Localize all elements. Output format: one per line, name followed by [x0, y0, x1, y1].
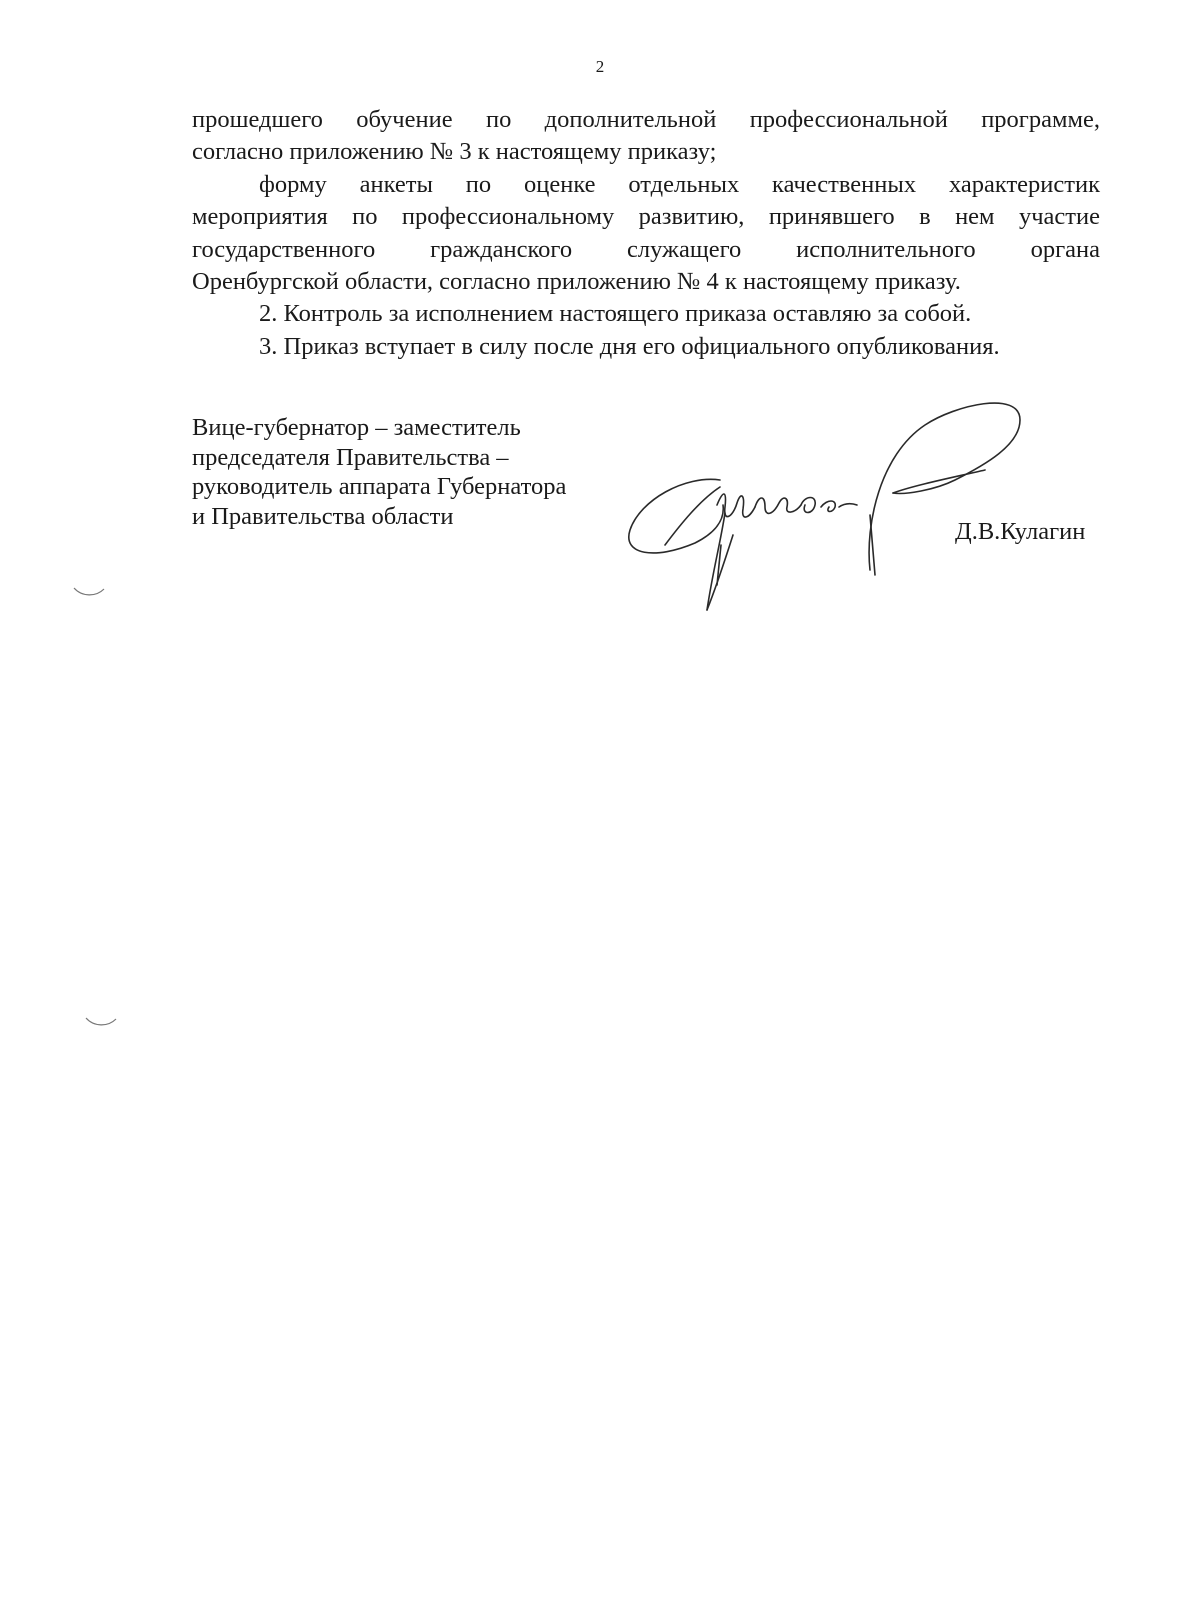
position-line: и Правительства области — [192, 502, 454, 530]
paragraph-line: мероприятия по профессиональному развитию, принявшего в нем участие — [192, 203, 1100, 231]
page-number: 2 — [595, 57, 605, 76]
position-line: председателя Правительства – — [192, 443, 509, 471]
position-line: руководитель аппарата Губернатора — [192, 473, 567, 500]
paragraph-line: 3. Приказ вступает в силу после дня его официального опубликования. — [259, 332, 1000, 360]
handwritten-signature-icon — [625, 395, 1045, 625]
document-body — [192, 104, 1100, 363]
paragraph-line: прошедшего обучение по дополнительной профессиональной программе, — [192, 106, 1100, 133]
paragraph-line: согласно приложению № 3 к настоящему приказу; — [192, 138, 717, 166]
paragraph-line: Оренбургской области, согласно приложению № 4 к настоящему приказу. — [192, 268, 961, 296]
scan-artifact-mark — [72, 585, 106, 599]
paragraph-line: 2. Контроль за исполнением настоящего приказа оставляю за собой. — [259, 300, 972, 328]
signatory-position — [192, 413, 566, 531]
scan-artifact-mark — [84, 1015, 118, 1029]
position-line: Вице-губернатор – заместитель — [192, 414, 521, 441]
paragraph-line: государственного гражданского служащего исполнительного органа — [192, 235, 1100, 263]
paragraph-line: форму анкеты по оценке отдельных качественных характеристик — [259, 170, 1100, 198]
signer-name: Д.В.Кулагин — [955, 518, 1086, 545]
